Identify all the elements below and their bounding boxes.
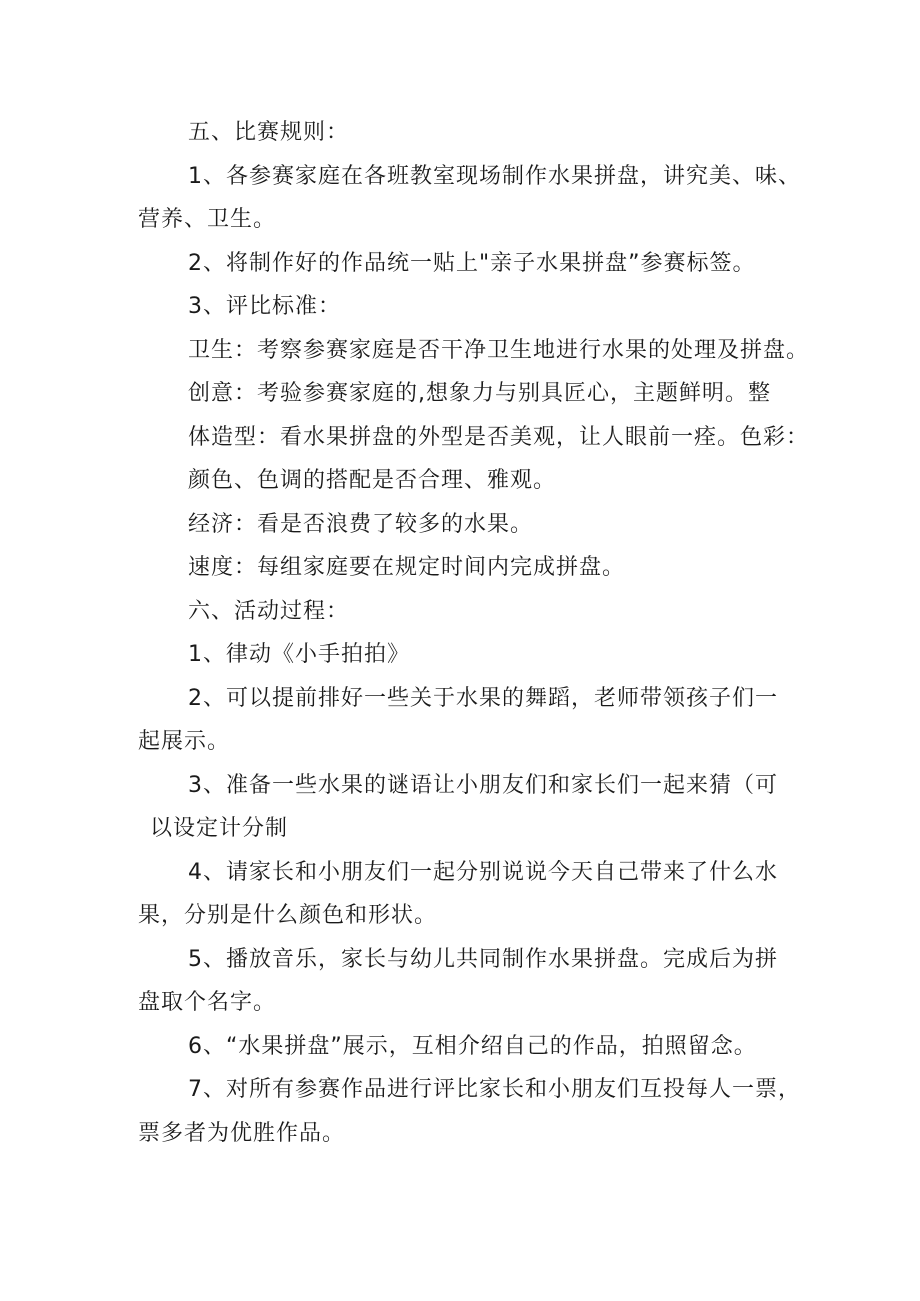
- section-heading-rules: 五、比赛规则：: [188, 120, 350, 145]
- process-item-6: 6、“水果拼盘”展示，互相介绍自己的作品，拍照留念。: [188, 1034, 757, 1059]
- process-item-2: 2、可以提前排好一些关于水果的舞蹈，老师带领孩子们一: [188, 686, 778, 711]
- process-item-4-continued: 果，分别是什么颜色和形状。: [138, 903, 438, 928]
- criterion-economy: 经济：看是否浪费了较多的水果。: [188, 512, 534, 537]
- process-item-1: 1、律动《小手拍拍》: [188, 642, 410, 667]
- process-item-7-continued: 票多者为优胜作品。: [138, 1121, 346, 1146]
- rule-item-1-continued: 营养、卫生。: [138, 207, 277, 232]
- rule-item-1: 1、各参赛家庭在各班教室现场制作水果拼盘，讲究美、味、: [188, 164, 801, 189]
- rule-item-2: 2、将制作好的作品统一贴上"亲子水果拼盘”参赛标签。: [188, 251, 756, 276]
- process-item-3-continued: 以设定计分制: [150, 816, 289, 841]
- process-item-2-continued: 起展示。: [138, 729, 231, 754]
- process-item-3: 3、准备一些水果的谜语让小朋友们和家长们一起来猜（可: [188, 773, 778, 798]
- section-heading-process: 六、活动过程：: [188, 599, 350, 624]
- criterion-shape-color: 体造型：看水果拼盘的外型是否美观，让人眼前一痊。色彩：: [188, 425, 810, 450]
- process-item-7: 7、对所有参赛作品进行评比家长和小朋友们互投每人一票，: [188, 1077, 801, 1102]
- criterion-color-continued: 颜色、色调的搭配是否合理、雅观。: [188, 468, 557, 493]
- rule-item-3: 3、评比标准：: [188, 294, 341, 319]
- criterion-speed: 速度：每组家庭要在规定时间内完成拼盘。: [188, 555, 626, 580]
- criterion-creativity: 创意：考验参赛家庭的,想象力与别具匠心，主题鲜明。整: [188, 381, 771, 406]
- process-item-5: 5、播放音乐，家长与幼儿共同制作水果拼盘。完成后为拼: [188, 947, 778, 972]
- process-item-4: 4、请家长和小朋友们一起分别说说今天自己带来了什么水: [188, 860, 778, 885]
- process-item-5-continued: 盘取个名字。: [138, 990, 277, 1015]
- criterion-hygiene: 卫生：考察参赛家庭是否干净卫生地进行水果的处理及拼盘。: [188, 338, 810, 363]
